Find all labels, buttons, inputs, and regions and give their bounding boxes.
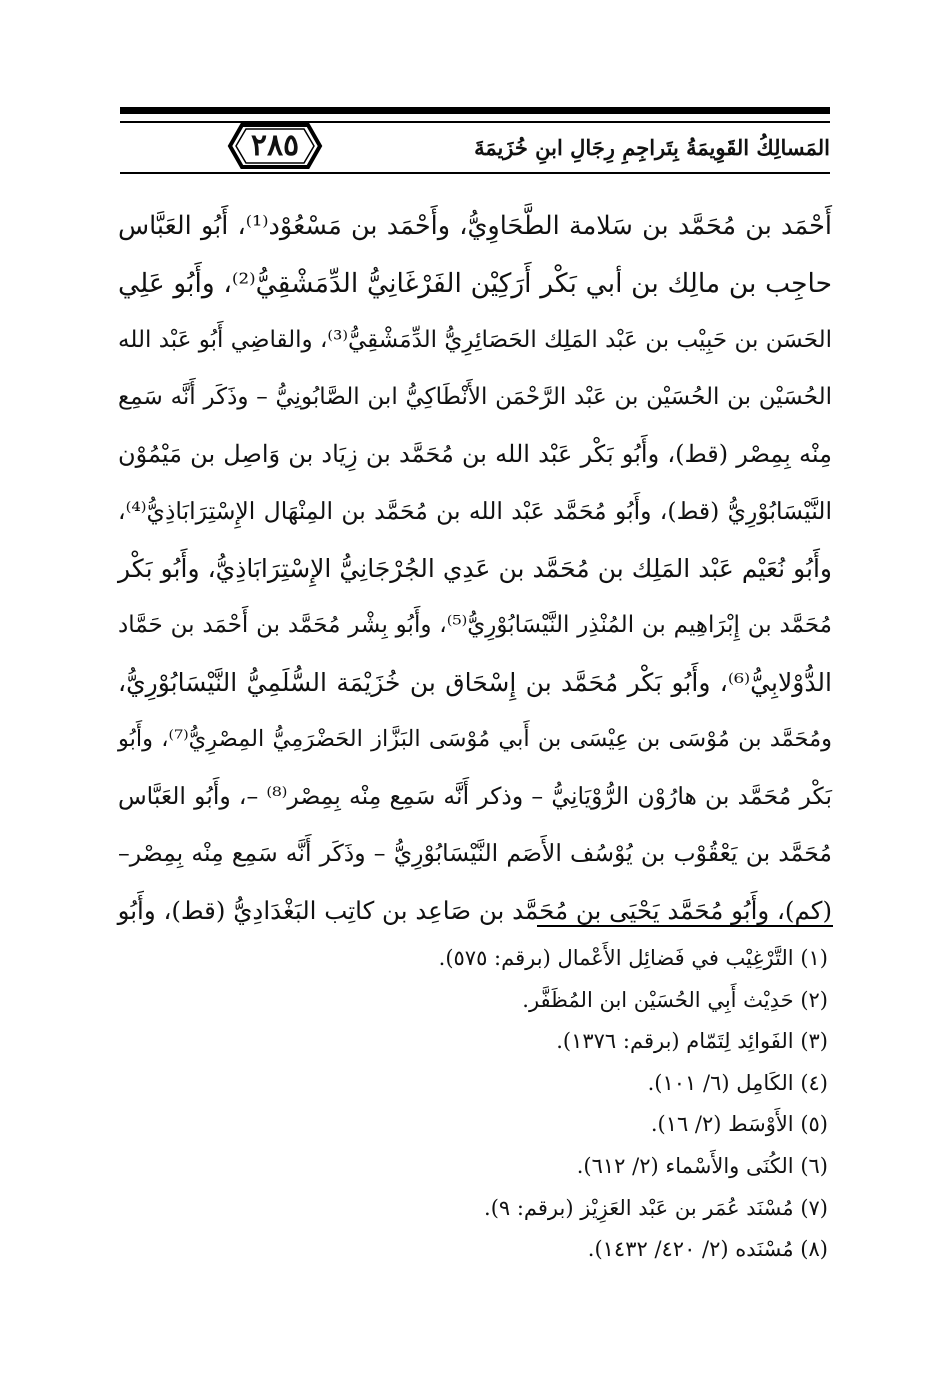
footnote-separator [537,925,833,927]
text-line: ومُحَمَّد بن مُوْسَى بن عِيْسَى بن أَبي مُوْسَى البَزَّاز الحَضْرَمِيُّ المِصْرِيُّ⁽⁷⁾، وأَبُو [118,726,832,752]
text-line: بَكْر مُحَمَّد بن هارُوْن الرُّوْيَانِيُّ – وذكر أَنَّه سَمِع مِنْه بِمِصْر⁽⁸⁾ –، وأَبُو العَبَّاس [118,782,832,810]
footnote-item: (٨) مُسْنَده (٢/ ٤٢٠/ ١٤٣٢). [587,1237,828,1262]
text-line: الدُّوْلابِيُّ⁽⁶⁾، وأَبُو بَكْر مُحَمَّد بن إِسْحَاق بن خُزَيْمَة السُّلَمِيُّ النَّيْسَابُوْرِيُّ، [118,668,832,697]
text-line: الحُسَيْن بن الحُسَيْن بن عَبْد الرَّحْمَن الأَنْطَاكِيُّ ابن الصَّابُونِيُّ – وذَكَر أَنَّه سَمِع [118,384,832,410]
page-number-ornament [226,120,324,172]
page-number: ٢٨٥ [250,128,300,163]
footnote-item: (٣) الفَوائِد لِتَمّام (برقم: ١٣٧٦). [556,1029,828,1054]
footnotes [208,938,828,1271]
footnote-item: (٦) الكُنَى والأَسْماء (٢/ ٦١٢). [576,1153,828,1178]
footnote-item: (٧) مُسْنَد عُمَر بن عَبْد العَزِيْز (برقم: ٩). [484,1195,828,1220]
header-rule-thick [120,107,830,114]
text-line: مُحَمَّد بن إِبْرَاهِيم بن المُنْذِر النَّيْسَابُوْرِيُّ⁽⁵⁾، وأَبُو بِشْر مُحَمَّد بن أَحْمَد بن حَمَّاد [118,612,832,638]
text-line: النَّيْسَابُوْرِيُّ (قط)، وأَبُو مُحَمَّد عَبْد الله بن مُحَمَّد بن المِنْهَال الإِسْتِرَابَاذِيُّ⁽⁴⁾، [118,497,832,525]
footnote-item: (٥) الأَوْسَط (٢/ ١٦). [650,1112,828,1137]
main-text [118,198,832,939]
text-line: مُحَمَّد بن يَعْقُوْب بن يُوْسُف الأَصَم النَّيْسَابُوْرِيُّ – وذَكَر أَنَّه سَمِع مِنْه بِمِصْر– [118,839,832,867]
header-rule-bottom [120,172,830,174]
footnote-item: (٤) الكَامِل (٦/ ١٠١). [647,1070,828,1095]
footnote-item: (٢) حَدِيْث أَبِي الحُسَيْن ابن المُظَفَّر. [522,987,828,1012]
text-line: حاجِب بن مالِك بن أبي بَكْر أَرَكِيْن الفَرْغَانِيُّ الدِّمَشْقِيُّ⁽²⁾، وأَبُو عَلِي [118,268,833,299]
text-line: وأَبُو نُعَيْم عَبْد المَلِك بن مُحَمَّد بن عَدِي الجُرْجَانِيُّ الإِسْتِرَابَاذِيُّ، وأَبُو بَكْر [118,554,832,583]
text-line: (كم)، وأَبُو مُحَمَّد يَحْيَى بن مُحَمَّد بن صَاعِد بن كاتِب البَغْدَادِيُّ (قط)، وأَبُو [117,896,832,925]
text-line: مِنْه بِمِصْر (قط)، وأَبُو بَكْر عَبْد الله بن مُحَمَّد بن زِيَاد بن وَاصِل بن مَيْمُوْن [118,440,832,468]
running-head-title: المَسالِكُ القَوِيمَةُ بِتَراجِمِ رِجَالِ ابنِ خُزَيمَةَ [474,135,830,160]
footnote-item: (١) التَّرْغِيْب في فَضائِل الأَعْمال (برقم: ٥٧٥). [438,946,828,970]
text-line: أَحْمَد بن مُحَمَّد بن سَلامة الطَّحَاوِيُّ، وأَحْمَد بن مَسْعُوْد⁽¹⁾، أَبُو العَبَّاس [118,211,832,241]
text-line: الحَسَن بن حَبِيْب بن عَبْد المَلِك الحَصَائِرِيُّ الدِّمَشْقِيُّ⁽³⁾، والقاضِي أَبُو عَبْد الله [118,327,833,353]
